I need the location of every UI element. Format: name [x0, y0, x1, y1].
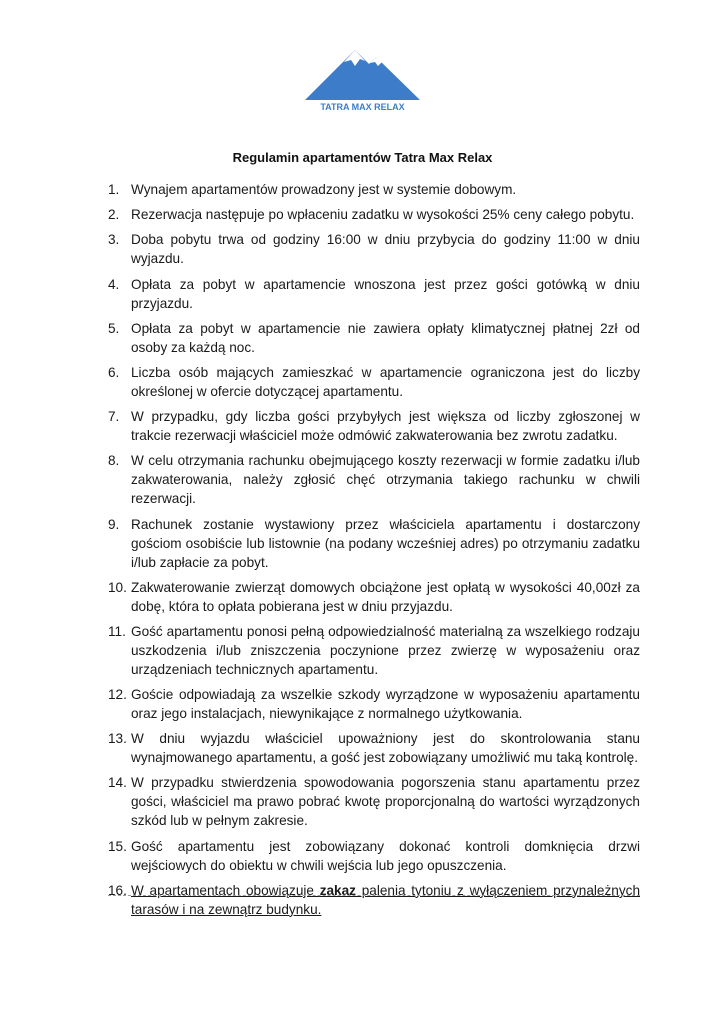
rule-text: W przypadku stwierdzenia spowodowania pogorszenia stanu apartamentu przez gości, właściciel ma prawo pobrać kwotę proporcjonalną do wartości wyrządzonych szkód lub w pełnym zakresie. [131, 775, 640, 829]
rule-item [108, 685, 640, 723]
rule-item [108, 837, 640, 875]
rule-text: W dniu wyjazdu właściciel upoważniony jest do skontrolowania stanu wynajmowanego apartamentu, a gość jest zobowiązany umożliwić mu taką kontrolę. [131, 731, 640, 766]
rule-item [108, 451, 640, 508]
rule-item [108, 729, 640, 767]
rules-list [108, 180, 640, 925]
rule-text: Opłata za pobyt w apartamencie nie zawiera opłaty klimatycznej płatnej 2zł od osoby za każdą noc. [131, 320, 640, 355]
rule-text: Gość apartamentu jest zobowiązany dokonać kontroli domknięcia drzwi wejściowych do obiektu w chwili wejścia lub jego opuszczenia. [131, 838, 640, 873]
rule-text-before: W apartamentach obowiązuje [131, 882, 320, 898]
rule-text: Gość apartamentu ponosi pełną odpowiedzialność materialną za wszelkiego rodzaju uszkodzenia i/lub zniszczenia poczynione przez zwierzę w wyposażeniu oraz urządzeniach technicznych apartamentu. [131, 623, 640, 677]
rule-item [108, 773, 640, 830]
rule-text: Rachunek zostanie wystawiony przez właściciela apartamentu i dostarczony gościom osobiście lub listownie (na podany wcześniej adres) po otrzymaniu zadatku i/lub zapłacie za pobyt. [131, 516, 640, 570]
rule-text: Rezerwacja następuje po wpłaceniu zadatku w wysokości 25% ceny całego pobytu. [131, 207, 635, 223]
rule-item [108, 319, 640, 357]
rule-item [108, 363, 640, 401]
rule-number: 10. [108, 579, 127, 595]
rule-text: Opłata za pobyt w apartamencie wnoszona jest przez gości gotówką w dniu przyjazdu. [131, 276, 640, 311]
footer-divider [108, 895, 640, 896]
rule-number: 7. [108, 409, 120, 425]
rule-number: 4. [108, 276, 120, 292]
rule-text: Zakwaterowanie zwierząt domowych obciążone jest opłatą w wysokości 40,00zł za dobę, która to opłata pobierana jest w dniu przyjazdu. [131, 579, 640, 614]
rule-number: 6. [108, 364, 120, 380]
rule-item [108, 622, 640, 679]
rule-item-no-smoking [108, 881, 640, 919]
rule-item [108, 180, 640, 199]
rule-number: 11. [108, 623, 126, 639]
rule-item [108, 205, 640, 224]
rule-number: 3. [108, 232, 120, 248]
rule-number: 14. [108, 775, 127, 791]
rule-item [108, 578, 640, 616]
mountain-shape [305, 50, 420, 100]
rule-number: 15. [108, 838, 127, 854]
rule-item [108, 407, 640, 445]
rule-number: 2. [108, 207, 120, 223]
rule-item [108, 230, 640, 268]
rule-item [108, 275, 640, 313]
rule-number: 16. [108, 882, 127, 898]
rule-text: W przypadku, gdy liczba gości przybyłych jest większa od liczby zgłoszonej w trakcie rezerwacji właściciel może odmówić zakwaterowania bez zwrotu zadatku. [131, 409, 640, 444]
rule-text: Doba pobytu trwa od godziny 16:00 w dniu przybycia do godziny 11:00 w dniu wyjazdu. [131, 232, 640, 267]
rule-number: 12. [108, 687, 127, 703]
rule-item [108, 515, 640, 572]
mountain-logo-icon [305, 46, 420, 112]
rule-number: 1. [108, 182, 120, 197]
rule-text-bold: zakaz [319, 882, 356, 898]
rule-text: W celu otrzymania rachunku obejmującego koszty rezerwacji w formie zadatku i/lub zakwaterowania, należy zgłosić chęć otrzymania takiego rachunku w chwili rezerwacji. [131, 453, 640, 507]
rule-text: Goście odpowiadają za wszelkie szkody wyrządzone w wyposażeniu apartamentu oraz jego instalacjach, niewynikające z normalnego użytkowania. [131, 687, 640, 722]
rule-number: 9. [108, 516, 120, 532]
logo [305, 46, 420, 112]
rule-text: Liczba osób mających zamieszkać w apartamencie ograniczona jest do liczby określonej w ofercie dotyczącej apartamentu. [131, 364, 640, 399]
rule-number: 5. [108, 320, 120, 336]
rule-text-after: palenia tytoniu z wyłączeniem przynależnych tarasów i na zewnątrz budynku. [131, 882, 640, 917]
page-title: Regulamin apartamentów Tatra Max Relax [232, 150, 493, 165]
rule-number: 8. [108, 453, 120, 469]
rule-number: 13. [108, 731, 127, 747]
logo-text: TATRA MAX RELAX [320, 102, 405, 112]
rule-text [131, 881, 640, 919]
rule-text: Wynajem apartamentów prowadzony jest w systemie dobowym. [131, 182, 517, 197]
